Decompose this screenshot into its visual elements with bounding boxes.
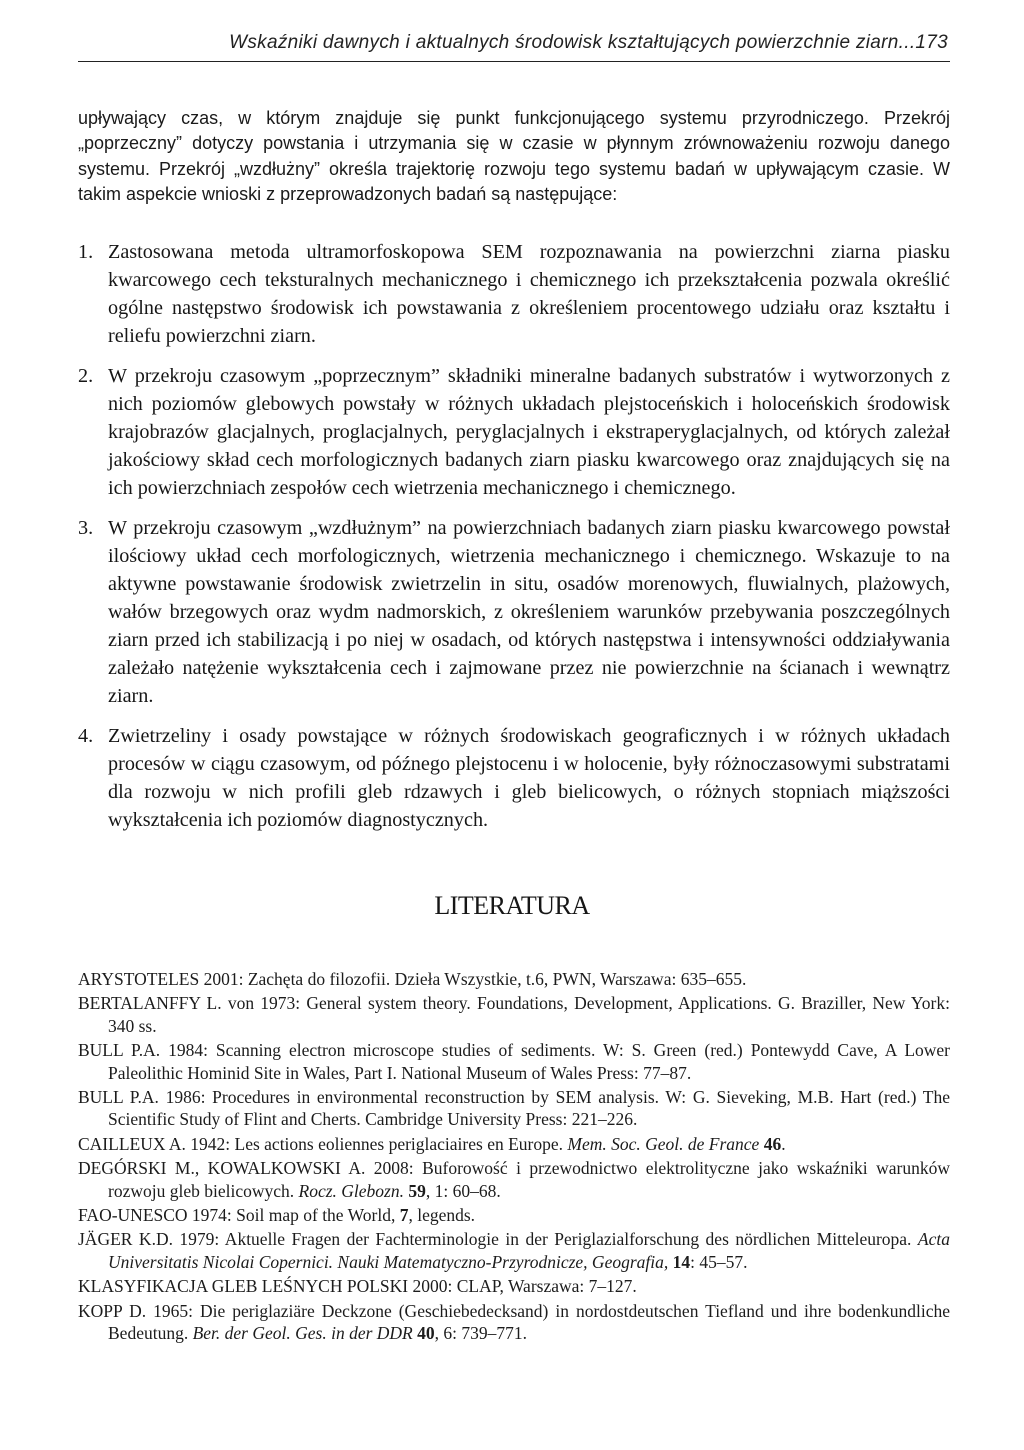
reference-entry — [78, 1086, 950, 1131]
conclusion-number: 4. — [78, 725, 94, 747]
reference-text: FAO-UNESCO 1974: Soil map of the World, — [78, 1205, 400, 1226]
reference-entry — [78, 1133, 950, 1155]
reference-text: 59 — [408, 1180, 426, 1201]
conclusion-number: 3. — [78, 517, 94, 539]
conclusion-item — [78, 514, 950, 710]
reference-text: . — [781, 1133, 786, 1154]
reference-text: : 45–57. — [690, 1251, 748, 1272]
reference-text: , legends. — [408, 1205, 476, 1226]
reference-text: , 1: 60–68. — [425, 1180, 501, 1201]
literature-heading: LITERATURA — [434, 891, 590, 920]
reference-text: KOPP D. 1965: Die periglaziäre Deckzone (Geschiebedecksand) in nordostdeutschen Tiefland und ihre bodenkundliche Bedeutung. — [78, 1300, 950, 1344]
reference-list — [78, 968, 950, 1347]
intro-paragraph: upływający czas, w którym znajduje się punkt funkcjonującego systemu przyrodniczego. Przekrój „poprzeczny” dotyczy powstania i utrzymania się w czasie w płynnym zrównoważeniu rozwoju danego systemu. Przekrój „wzdłużny” określa trajektorię rozwoju tego systemu badań w upływającym czasie. W takim aspekcie wnioski z przeprowadzonych badań są następujące: — [78, 108, 950, 205]
reference-entry — [78, 1204, 950, 1226]
reference-text: Acta Universitatis Nicolai Copernici. Nauki Matematyczno-Przyrodnicze, Geografia, — [108, 1229, 950, 1272]
conclusion-number: 2. — [78, 365, 94, 387]
conclusion-item — [78, 722, 950, 834]
reference-text: BERTALANFFY L. von 1973: General system theory. Foundations, Development, Applications. G. Braziller, New York: 340 ss. — [78, 993, 950, 1036]
running-header: Wskaźniki dawnych i aktualnych środowisk kształtujących powierzchnie ziarn...173 — [229, 32, 948, 53]
conclusion-text: Zastosowana metoda ultramorfoskopowa SEM rozpoznawania na powierzchni ziarna piasku kwarcowego cech teksturalnych mechanicznego i chemicznego ich przekształcenia pozwala określić ogólne następstwo środowisk ich powstawania z określeniem procentowego udziału oraz kształtu i reliefu powierzchni ziarn. — [108, 241, 950, 347]
reference-text: JÄGER K.D. 1979: Aktuelle Fragen der Fachterminologie in der Periglazialforschung des nördlichen Mitteleuropa. — [78, 1229, 918, 1250]
reference-entry — [78, 1157, 950, 1202]
conclusions-list — [78, 238, 950, 846]
reference-entry — [78, 1300, 950, 1345]
header-rule — [78, 61, 950, 62]
reference-text: Rocz. Glebozn. — [298, 1180, 404, 1201]
reference-entry — [78, 1275, 950, 1297]
conclusion-item — [78, 362, 950, 502]
reference-entry — [78, 992, 950, 1037]
conclusion-text: W przekroju czasowym „poprzecznym” składniki mineralne badanych substratów i wytworzonych z nich poziomów glebowych powstały w różnych układach plejstoceńskich i holoceńskich środowisk krajobrazów glacjalnych, proglacjalnych, peryglacjalnych i ekstraperyglacjalnych, od których zależał jakościowy skład cech morfologicznych badanych ziarn piasku kwarcowego oraz znajdujących się na ich powierzchniach zespołów cech wietrzenia mechanicznego i chemicznego. — [108, 365, 950, 499]
conclusion-number: 1. — [78, 241, 94, 263]
reference-text: 46 — [763, 1133, 782, 1154]
reference-text: Ber. der Geol. Ges. in der DDR — [192, 1323, 413, 1344]
conclusion-text: W przekroju czasowym „wzdłużnym” na powierzchniach badanych ziarn piasku kwarcowego powstał ilościowy układ cech morfologicznych, wietrzenia mechanicznego i chemicznego. Wskazuje to na aktywne powstawanie środowisk zwietrzelin — [108, 517, 950, 595]
reference-entry — [78, 1228, 950, 1273]
conclusion-text: in situ — [489, 573, 544, 595]
conclusion-text: , osadów morenowych, fluwialnych, plażowych, wałów brzegowych oraz wydm nadmorskich, z określeniem warunków przebywania poszczególnych ziarn przed ich stabilizacją i po niej w osadach, od których następstwa i intensywności oddziaływania zależało natężenie wykształcenia cech i zajmowane przez nie powierzchnie na ścianach i wewnątrz ziarn. — [108, 573, 951, 707]
reference-text: , 6: 739–771. — [434, 1323, 527, 1344]
reference-entry — [78, 1039, 950, 1084]
reference-entry — [78, 968, 950, 990]
reference-text: Mem. Soc. Geol. de France — [567, 1133, 760, 1154]
reference-text: DEGÓRSKI M., KOWALKOWSKI A. 2008: Buforowość i przewodnictwo elektrolityczne jako wskaźniki warunków rozwoju gleb bielicowych. — [78, 1158, 950, 1201]
reference-text: BULL P.A. 1984: Scanning electron microscope studies of sediments. W: S. Green (red.) Pontewydd Cave, A Lower Paleolithic Hominid Site in Wales, Part I. National Museum of Wales Press: 77–87. — [78, 1040, 950, 1083]
reference-text: CAILLEUX A. 1942: Les actions eoliennes periglaciaires en Europe. — [78, 1133, 568, 1154]
reference-text: KLASYFIKACJA GLEB LEŚNYCH POLSKI 2000: CLAP, Warszawa: 7–127. — [78, 1276, 637, 1297]
reference-text: 14 — [672, 1251, 691, 1272]
conclusion-text: Zwietrzeliny i osady powstające w różnych środowiskach geograficznych i w różnych układach procesów w ciągu czasowym, od późnego plejstocenu i w holocenie, były różnoczasowymi substratami dla rozwoju w nich profili gleb rdzawych i gleb bielicowych, o różnych stopniach miąższości wykształcenia ich poziomów diagnostycznych. — [108, 725, 950, 831]
reference-text: 40 — [417, 1323, 435, 1344]
conclusion-item — [78, 238, 950, 350]
reference-text: ARYSTOTELES 2001: Zachęta do filozofii. Dzieła Wszystkie, t.6, PWN, Warszawa: 635–655. — [78, 969, 747, 989]
reference-text: 7 — [399, 1205, 409, 1226]
reference-text: BULL P.A. 1986: Procedures in environmental reconstruction by SEM analysis. W: G. Sieveking, M.B. Hart (red.) The Scientific Study of Flint and Cherts. Cambridge University Press: 221–226. — [78, 1087, 950, 1130]
